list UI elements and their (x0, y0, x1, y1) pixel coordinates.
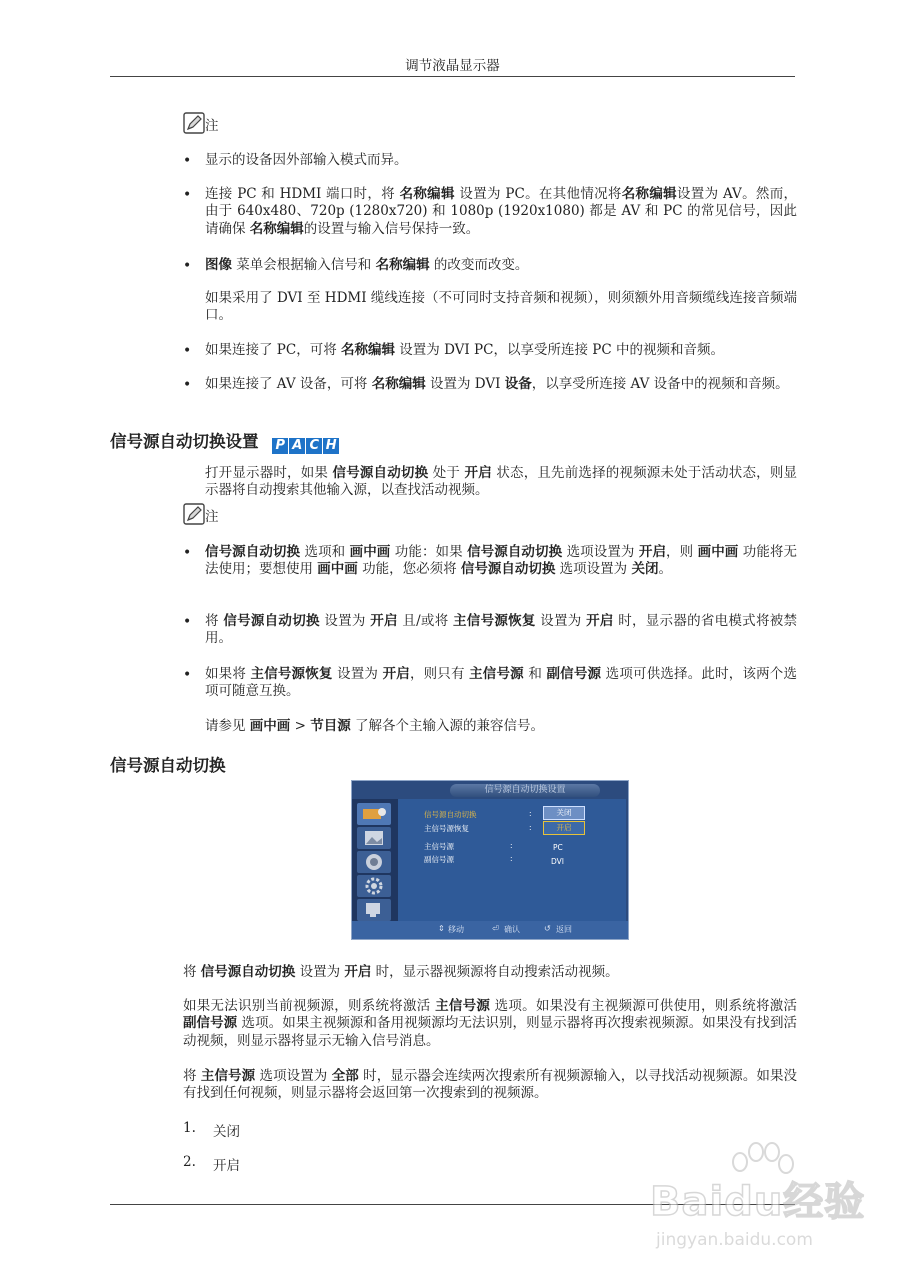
list-item-on: 开启 (213, 1158, 240, 1174)
osd-main-panel (398, 799, 626, 921)
osd-picture-icon (357, 827, 391, 849)
note-bullet-2: 连接 PC 和 HDMI 端口时，将 名称编辑 设置为 PC。在其他情况将名称编辑设置为 AV。然而，由于 640x480、720p (1280x720) 和 1080p (1920x1080) 都是 AV 和 PC 的常见信号，因此请确保 名称编辑的设置与输入信号保持一致。 (205, 186, 798, 237)
osd-move-icon: ⇕ (438, 924, 445, 933)
section2-see-also: 请参见 画中画 > 节目源 了解各个主输入源的兼容信号。 (205, 718, 544, 734)
note-bullet-4: 如果连接了 PC，可将 名称编辑 设置为 DVI PC，以享受所连接 PC 中的视频和音频。 (205, 342, 724, 358)
osd-sidebar (352, 799, 398, 921)
osd-row-label: 信号源自动切换 (424, 810, 477, 819)
osd-option-on: 开启 (543, 821, 585, 835)
bullet-dot: • (183, 187, 192, 203)
osd-input-icon (357, 803, 391, 825)
note-subparagraph: 如果采用了 DVI 至 HDMI 缆线连接（不可同时支持音频和视频），则须额外用音频缆线连接音频端口。 (205, 290, 797, 324)
osd-row-sep: : (510, 854, 513, 863)
list-number: 1. (183, 1120, 196, 1136)
bullet-dot: • (183, 258, 192, 274)
baidu-logo-text: Baidu经验 (650, 1179, 866, 1225)
section2-bullet-1: 信号源自动切换 选项和 画中画 功能：如果 信号源自动切换 选项设置为 开启，则 画中画 功能将无法使用；要想使用 画中画 功能，您必须将 信号源自动切换 选项设置为 关闭。 (205, 544, 798, 578)
note-heading (183, 503, 219, 525)
osd-row-sep: : (529, 823, 532, 832)
bullet-dot: • (183, 545, 192, 561)
section2-bullet-3: 如果将 主信号源恢复 设置为 开启，则只有 主信号源 和 副信号源 选项可供选择。此时，该两个选项可随意互换。 (205, 666, 797, 700)
bullet-dot: • (183, 667, 192, 683)
note-bullet-5: 如果连接了 AV 设备，可将 名称编辑 设置为 DVI 设备，以享受所连接 AV 设备中的视频和音频。 (205, 376, 789, 392)
section2-intro: 打开显示器时，如果 信号源自动切换 处于 开启 状态，且先前选择的视频源未处于活动状态，则显示器将自动搜索其他输入源，以查找活动视频。 (205, 465, 798, 499)
osd-row-label: 主信号源 (424, 842, 454, 851)
section3-para-2: 如果无法识别当前视频源，则系统将激活 主信号源 选项。如果没有主视频源可供使用，则系统将激活 副信号源 选项。如果主视频源和备用视频源均无法识别，则显示器将再次搜索视频源。如果没有找到活动视频，则显示器将显示无输入信号消息。 (183, 998, 798, 1049)
running-header: 调节液晶显示器 (405, 58, 500, 74)
osd-row-sep: : (510, 841, 513, 850)
note-bullet-3: 图像 菜单会根据输入信号和 名称编辑 的改变而改变。 (205, 257, 529, 273)
osd-sound-icon (357, 851, 391, 873)
note-heading (183, 112, 219, 134)
osd-footer-enter: 确认 (504, 925, 520, 934)
list-number: 2. (183, 1154, 196, 1170)
osd-row-value: DVI (551, 857, 564, 866)
osd-return-icon: ↺ (544, 924, 551, 933)
osd-footer-return: 返回 (556, 925, 572, 934)
osd-enter-icon: ⏎ (492, 924, 499, 933)
section-heading-auto-source-setting: 信号源自动切换设置 P A C H (110, 428, 340, 454)
osd-row-value: PC (553, 843, 563, 852)
section2-bullet-2: 将 信号源自动切换 设置为 开启 且/或将 主信号源恢复 设置为 开启 时，显示器的省电模式将被禁用。 (205, 613, 798, 647)
baidu-watermark (640, 1140, 880, 1270)
osd-multi-control-icon (357, 899, 391, 921)
bullet-dot: • (183, 614, 192, 630)
osd-row-label: 副信号源 (424, 855, 454, 864)
osd-row-label: 主信号源恢复 (424, 824, 469, 833)
note-label: 注 (205, 509, 219, 525)
osd-row-sep: : (529, 809, 532, 818)
pach-badge: P A C H (272, 438, 340, 454)
osd-footer (352, 921, 628, 939)
osd-footer-move: 移动 (448, 925, 464, 934)
section3-para-1: 将 信号源自动切换 设置为 开启 时，显示器视频源将自动搜索活动视频。 (183, 964, 619, 980)
note-pencil-icon (183, 112, 205, 134)
section-heading-auto-source: 信号源自动切换 (110, 756, 226, 775)
note-label: 注 (205, 118, 219, 134)
bullet-dot: • (183, 343, 192, 359)
note-bullet-1: 显示的设备因外部输入模式而异。 (205, 152, 408, 168)
osd-menu-screenshot (351, 780, 629, 940)
bullet-dot: • (183, 153, 192, 169)
list-item-off: 关闭 (213, 1124, 240, 1140)
note-pencil-icon (183, 503, 205, 525)
osd-option-off: 关闭 (543, 806, 585, 820)
section3-para-3: 将 主信号源 选项设置为 全部 时，显示器会连续两次搜索所有视频源输入，以寻找活动视频源。如果没有找到任何视频，则显示器将会返回第一次搜索到的视频源。 (183, 1068, 798, 1102)
osd-setup-icon (357, 875, 391, 897)
osd-title: 信号源自动切换设置 (450, 784, 600, 797)
header-rule (110, 76, 795, 77)
bullet-dot: • (183, 377, 192, 393)
baidu-url: jingyan.baidu.com (656, 1230, 813, 1250)
